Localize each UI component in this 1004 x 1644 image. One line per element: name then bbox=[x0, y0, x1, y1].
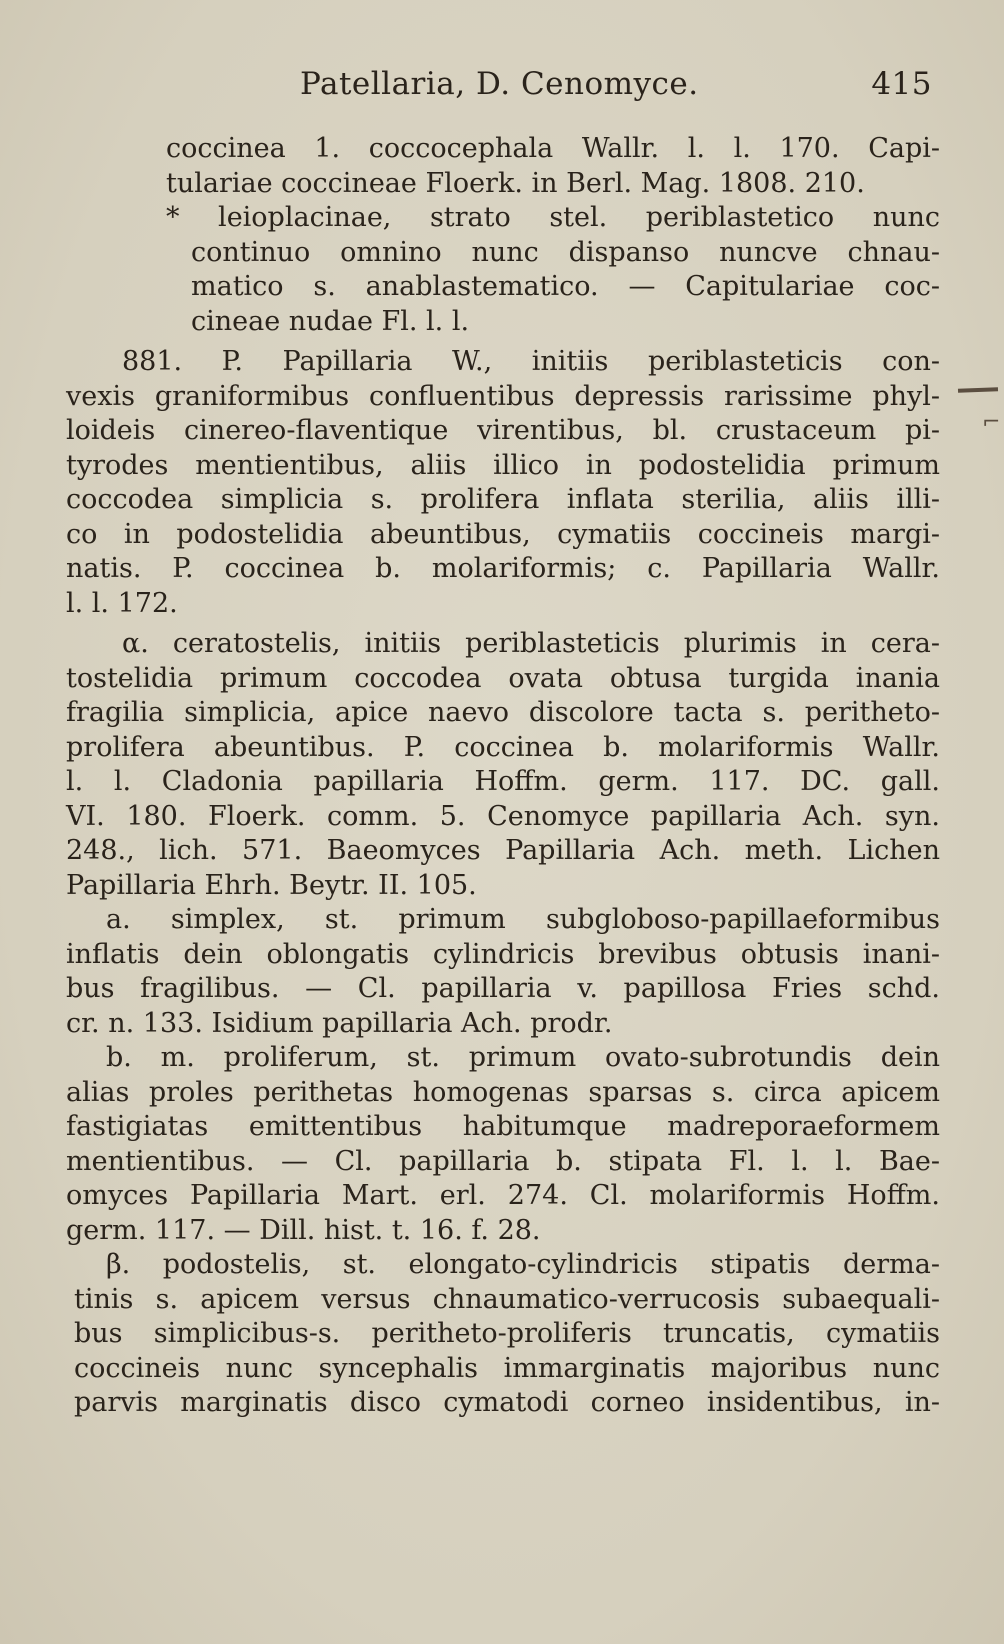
text-line: mentientibus. — Cl. papillaria b. stipata Fl. l. l. Bae- bbox=[66, 1145, 940, 1177]
text-line: coccinea 1. coccocephala Wallr. l. l. 170. Capi- bbox=[166, 133, 940, 164]
text-line: coccineis nunc syncephalis immarginatis majoribus nunc bbox=[74, 1352, 940, 1384]
page-number: 415 bbox=[871, 66, 932, 102]
text-line: germ. 117. — Dill. hist. t. 16. f. 28. bbox=[66, 1214, 541, 1246]
text-line: loideis cinereo-flaventique virentibus, bl. crustaceum pi- bbox=[66, 415, 940, 446]
text-line: 881. P. Papillaria W., initiis periblasteticis con- bbox=[122, 346, 940, 377]
text-line: cineae nudae Fl. l. l. bbox=[191, 305, 470, 337]
text-line: bus simplicibus-s. peritheto-proliferis truncatis, cymatiis bbox=[74, 1318, 940, 1349]
text-line: tinis s. apicem versus chnaumatico-verrucosis subaequali- bbox=[74, 1283, 940, 1315]
text-line: β. podostelis, st. elongato-cylindricis stipatis derma- bbox=[106, 1249, 940, 1280]
text-line: fastigiatas emittentibus habitumque madreporaeformem bbox=[66, 1111, 940, 1142]
text-line: alias proles perithetas homogenas sparsas s. circa apicem bbox=[66, 1076, 940, 1108]
text-line: b. m. proliferum, st. primum ovato-subrotundis dein bbox=[106, 1042, 940, 1073]
text-body bbox=[66, 132, 940, 1421]
text-line: cr. n. 133. Isidium papillaria Ach. prodr. bbox=[66, 1007, 613, 1039]
text-line: omyces Papillaria Mart. erl. 274. Cl. molariformis Hoffm. bbox=[66, 1180, 940, 1211]
text-line: natis. P. coccinea b. molariformis; c. Papillaria Wallr. bbox=[66, 553, 940, 584]
text-line: VI. 180. Floerk. comm. 5. Cenomyce papillaria Ach. syn. bbox=[66, 800, 940, 832]
text-line: prolifera abeuntibus. P. coccinea b. molariformis Wallr. bbox=[66, 731, 940, 763]
text-line: bus fragilibus. — Cl. papillaria v. papillosa Fries schd. bbox=[66, 973, 940, 1004]
text-line: Papillaria Ehrh. Beytr. II. 105. bbox=[66, 869, 477, 901]
running-title: Patellaria, D. Cenomyce. bbox=[300, 66, 699, 102]
text-line: a. simplex, st. primum subgloboso-papillaeformibus bbox=[106, 904, 940, 935]
text-line: co in podostelidia abeuntibus, cymatiis coccineis margi- bbox=[66, 518, 940, 550]
text-line: inflatis dein oblongatis cylindricis brevibus obtusis inani- bbox=[66, 938, 940, 970]
text-line: l. l. Cladonia papillaria Hoffm. germ. 117. DC. gall. bbox=[66, 766, 940, 797]
text-line: l. l. 172. bbox=[66, 587, 178, 619]
margin-mark bbox=[958, 387, 998, 392]
text-line: fragilia simplicia, apice naevo discolore tacta s. peritheto- bbox=[66, 697, 940, 728]
text-line: * leioplacinae, strato stel. periblastetico nunc bbox=[166, 202, 940, 233]
text-line: tulariae coccineae Floerk. in Berl. Mag. 1808. 210. bbox=[166, 167, 865, 199]
text-line: coccodea simplicia s. prolifera inflata sterilia, aliis illi- bbox=[66, 484, 940, 515]
running-head bbox=[300, 66, 940, 106]
text-line: parvis marginatis disco cymatodi corneo insidentibus, in- bbox=[74, 1387, 940, 1418]
text-line: continuo omnino nunc dispanso nuncve chnau- bbox=[191, 236, 940, 268]
text-line: tyrodes mentientibus, aliis illico in podostelidia primum bbox=[66, 449, 940, 481]
text-line: matico s. anablastematico. — Capitulariae coc- bbox=[191, 271, 940, 302]
text-line: 248., lich. 571. Baeomyces Papillaria Ach. meth. Lichen bbox=[66, 835, 940, 866]
margin-mark-glyph: ⌐ bbox=[982, 410, 1001, 435]
text-line: α. ceratostelis, initiis periblasteticis plurimis in cera- bbox=[122, 628, 940, 659]
text-line: vexis graniformibus confluentibus depressis rarissime phyl- bbox=[66, 380, 940, 412]
text-line: tostelidia primum coccodea ovata obtusa turgida inania bbox=[66, 662, 940, 694]
